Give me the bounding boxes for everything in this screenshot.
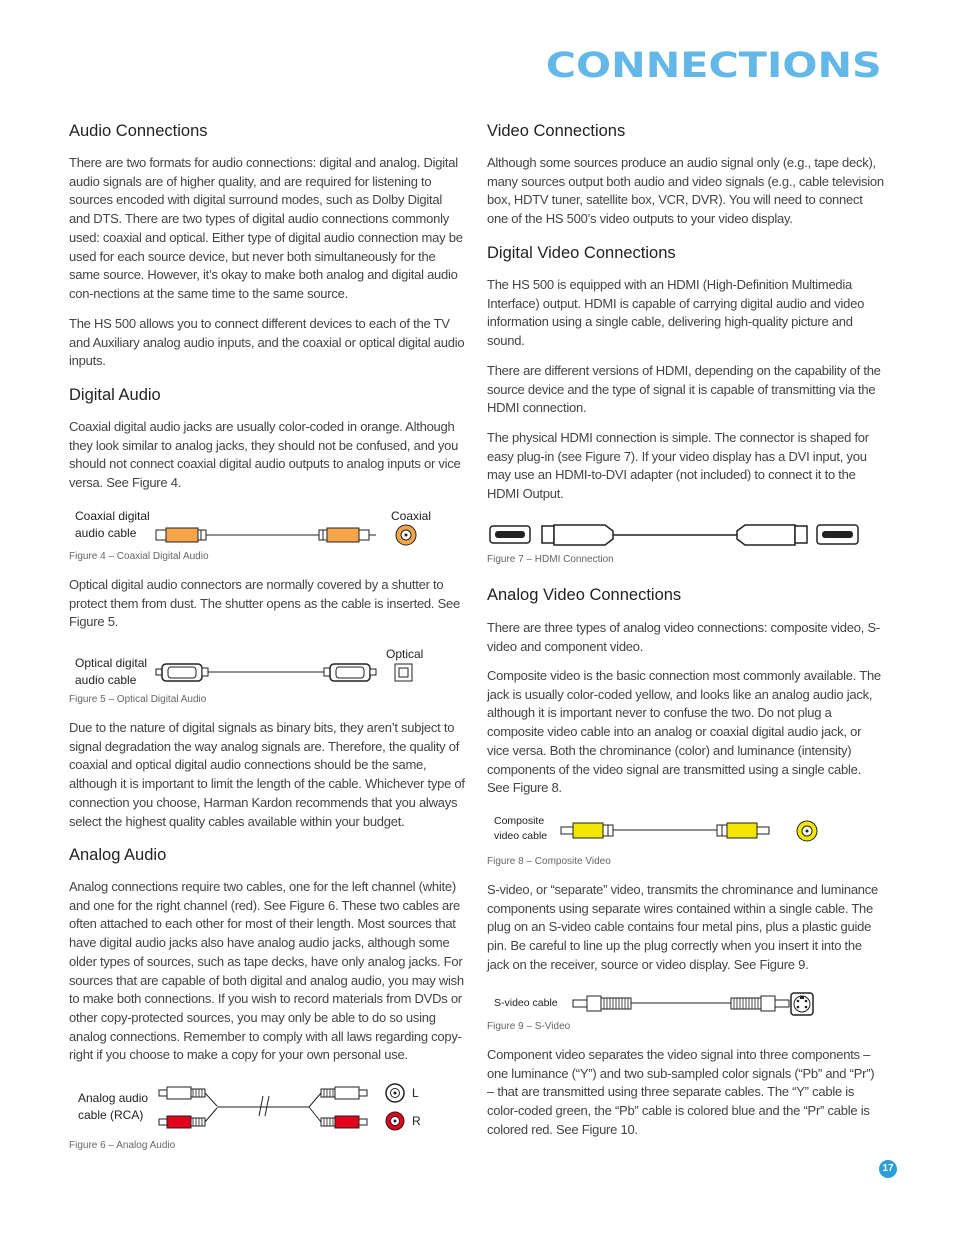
figure-6-label: Analog audio cable (RCA) xyxy=(78,1091,149,1122)
video-connections-heading: Video Connections xyxy=(487,122,626,140)
figure-4-caption: Figure 4 – Coaxial Digital Audio xyxy=(69,551,209,562)
figure-5-label: Optical digital audio cable xyxy=(75,656,148,687)
video-connections-paragraph: Although some sources produce an audio signal only (e.g., tape deck), many sources output both audio and video signals (e.g., cable television box, HDTV tuner, satellite box, VCR, DVR). You will need to connect one of the HS 500’s video outputs to your video display. xyxy=(487,155,884,227)
optical-paragraph: Optical digital audio connectors are normally covered by a shutter to protect them from dust. The shutter opens as the cable is inserted. See Figure 5. xyxy=(69,577,461,630)
analog-video-heading: Analog Video Connections xyxy=(487,586,682,604)
figure-6-right-label: R xyxy=(412,1114,421,1128)
page-number-badge: 17 xyxy=(879,1160,897,1178)
figure-8-label: Composite video cable xyxy=(494,815,548,842)
figure-7-caption: Figure 7 – HDMI Connection xyxy=(487,554,614,565)
figure-8 xyxy=(487,812,884,852)
analog-audio-heading: Analog Audio xyxy=(69,846,167,864)
digital-audio-paragraph: Coaxial digital audio jacks are usually color-coded in orange. Although they look similar to analog jacks, they should not be confused, and you should not connect coaxial digital audio outputs to analog inputs or vice versa. See Figure 4. xyxy=(69,419,461,491)
composite-cable-illustration xyxy=(487,812,884,852)
signal-nature-paragraph: Due to the nature of digital signals as binary bits, they aren’t subject to signal degradation the way analog signals are. Therefore, the quality of coaxial and optical digital audio connections should be the same, although it is important to limit the length of the cable. Whichever type of connection you choose, Harman Kardon recommends that you always select the highest quality cables available within your budget. xyxy=(69,720,465,829)
figure-5-caption: Figure 5 – Optical Digital Audio xyxy=(69,694,207,705)
figure-9-caption: Figure 9 – S-Video xyxy=(487,1021,571,1032)
figure-6 xyxy=(69,1080,466,1136)
page-title: CONNECTIONS xyxy=(545,46,882,86)
figure-9-label: S-video cable xyxy=(494,997,558,1009)
digital-video-paragraph-1: The HS 500 is equipped with an HDMI (High-Definition Multimedia Interface) output. HDMI is capable of carrying digital audio and video information using a single cable, delivering high-quality picture and sound. xyxy=(487,277,865,349)
figure-5 xyxy=(69,646,466,694)
digital-audio-heading: Digital Audio xyxy=(69,386,161,404)
analog-video-paragraph-2: Composite video is the basic connection most commonly available. The jack is usually color-coded yellow, and looks like an analog audio jack, although it is important never to confuse the two. Do not plug a composite video cable into an analog or coaxial digital audio jack, or vice versa. Both the chrominance (color) and luminance (intensity) components of the video signal are transmitted using a single cable. See Figure 8. xyxy=(487,668,881,796)
rca-cable-illustration xyxy=(69,1080,466,1136)
figure-4-jack-label: Coaxial xyxy=(391,509,432,523)
figure-4-label: Coaxial digital audio cable xyxy=(75,509,150,540)
optical-cable-illustration xyxy=(69,646,466,694)
analog-audio-paragraph: Analog connections require two cables, one for the left channel (white) and one for the right channel (red). See Figure 6. These two cables are often attached to each other for most of their length. Most sources that have digital audio jacks also have analog audio jacks, although some older types of sources, such as tape decks, have only analog jacks. For sources that are capable of both digital and analog audio, you may wish to make both connections. If you wish to record materials from DVDs or other copy-protected sources, you may only be able to do so using analog connections. Remember to comply with all laws regarding copy-right if you choose to make a copy for your own personal use. xyxy=(69,879,464,1063)
audio-connections-paragraph-2: The HS 500 allows you to connect different devices to each of the TV and Auxiliary analog audio inputs, and the coaxial or optical digital audio inputs. xyxy=(69,316,465,369)
figure-8-caption: Figure 8 – Composite Video xyxy=(487,856,611,867)
analog-video-paragraph-3: S-video, or “separate” video, transmits the chrominance and luminance components using separate wires contained within a single cable. The plug on an S-video cable contains four metal pins, plus a plastic guide pin. Be careful to line up the plug correctly when you insert it into the jack on the receiver, source or video display. See Figure 9. xyxy=(487,882,879,972)
figure-5-jack-label: Optical xyxy=(386,647,424,661)
analog-video-paragraph-1: There are three types of analog video connections: composite video, S-video and component video. xyxy=(487,620,880,654)
coaxial-cable-illustration xyxy=(69,506,466,551)
audio-connections-paragraph-1: There are two formats for audio connections: digital and analog. Digital audio signals are of higher quality, and are required for listening to sources encoded with digital surround modes, such as Dolby Digital and DTS. There are two types of digital audio connections commonly used: coaxial and optical. Either type of digital audio connection may be used for each source device, but never both simultaneously for the same source. However, it’s okay to make both analog and digital audio con-nections at the same time to the same source. xyxy=(69,155,463,301)
digital-video-paragraph-2: There are different versions of HDMI, depending on the capability of the source device and the type of signal it is capable of transmitting via the HDMI connection. xyxy=(487,363,881,416)
analog-video-paragraph-4: Component video separates the video signal into three components – one luminance (“Y”) and two sub-sampled color signals (“Pb” and “Pr”) – that are transmitted using three separate cables. The “Y” cable is color-coded green, the “Pb” cable is colored blue and the “Pr” cable is colored red. See Figure 10. xyxy=(487,1047,875,1137)
figure-6-caption: Figure 6 – Analog Audio xyxy=(69,1140,176,1151)
svideo-cable-illustration xyxy=(487,990,884,1018)
audio-connections-heading: Audio Connections xyxy=(69,122,208,140)
figure-6-left-label: L xyxy=(412,1086,419,1100)
figure-9 xyxy=(487,990,884,1018)
figure-4 xyxy=(69,506,466,551)
hdmi-cable-illustration xyxy=(487,520,884,550)
digital-video-heading: Digital Video Connections xyxy=(487,244,676,262)
figure-7 xyxy=(487,520,884,550)
digital-video-paragraph-3: The physical HDMI connection is simple. The connector is shaped for easy plug-in (see Figure 7). If your video display has a DVI input, you may use an HDMI-to-DVI adapter (not included) to connect it to the HDMI Output. xyxy=(487,430,869,502)
